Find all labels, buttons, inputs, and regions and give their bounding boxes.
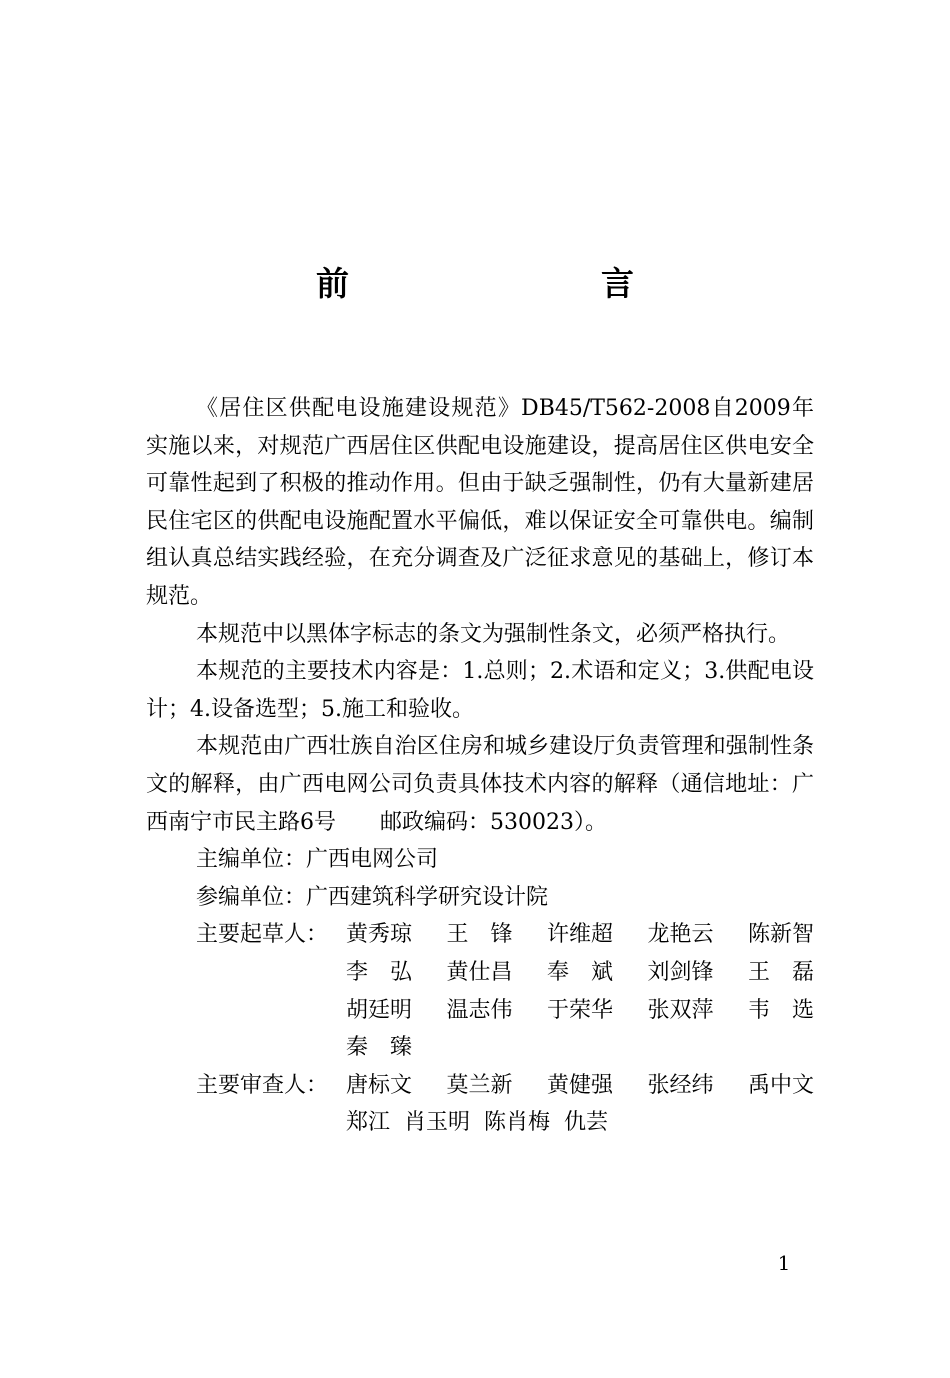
reviewers-block [146,1067,814,1142]
drafter-name: 陈新智 [747,922,814,948]
reviewer-name: 唐标文 [346,1072,413,1098]
paragraph-history: 《居住区供配电设施建设规范》DB45/T562-2008自2009年实施以来，对规范广西居住区供配电设施建设，提高居住区供电安全可靠性起到了积极的推动作用。但由于缺乏强制性，仍有大量新建居民住宅区的供配电设施配置水平偏低，难以保证安全可靠供电。编制组认真总结实践经验，在充分调查及广泛征求意见的基础上，修订本规范。 [146,396,814,609]
drafters-line [346,992,814,1030]
drafter-name: 龙艳云 [647,922,714,948]
co-editor-row [196,879,814,917]
drafter-name: 黄秀琼 [346,922,413,948]
reviewer-name: 仇芸 [564,1110,609,1136]
drafters-line [346,1029,814,1067]
body-text [146,390,814,1142]
reviewer-name: 黄健强 [546,1072,613,1098]
reviewer-name: 禹中文 [747,1072,814,1098]
drafter-name: 韦 选 [747,997,814,1023]
drafter-name: 温志伟 [446,997,513,1023]
drafter-name: 黄仕昌 [446,959,513,985]
drafter-name: 胡廷明 [346,997,413,1023]
drafters-names [346,916,814,1066]
co-editor-value: 广西建筑科学研究设计院 [306,884,549,910]
drafter-name: 李 弘 [346,959,413,985]
chief-editor-row [196,841,814,879]
paragraph-responsibility: 本规范由广西壮族自治区住房和城乡建设厅负责管理和强制性条文的解释，由广西电网公司负责具体技术内容的解释（通信地址：广西南宁市民主路6号 邮政编码：530023）。 [146,734,814,835]
reviewers-label: 主要审查人： [196,1072,329,1098]
drafter-name: 王 锋 [446,922,513,948]
drafter-name: 秦 臻 [346,1035,413,1061]
reviewer-name: 莫兰新 [446,1072,513,1098]
reviewer-name: 陈肖梅 [484,1110,551,1136]
paragraph-mandatory: 本规范中以黑体字标志的条文为强制性条文，必须严格执行。 [196,621,791,647]
drafter-name: 许维超 [546,922,613,948]
paragraph-contents: 本规范的主要技术内容是：1.总则；2.术语和定义；3.供配电设计；4.设备选型；5.施工和验收。 [146,659,814,722]
reviewer-name: 肖玉明 [404,1110,471,1136]
drafter-name: 于荣华 [546,997,613,1023]
reviewer-name: 张经纬 [647,1072,714,1098]
drafters-line [346,916,814,954]
reviewer-name: 郑江 [346,1110,391,1136]
chief-editor-value: 广西电网公司 [306,847,439,873]
reviewers-line [346,1067,814,1105]
drafters-label: 主要起草人： [196,922,329,948]
drafter-name: 刘剑锋 [647,959,714,985]
page-number: 1 [777,1251,791,1275]
reviewers-names [346,1067,814,1142]
reviewers-line [346,1104,814,1142]
co-editor-label: 参编单位： [196,884,307,910]
drafter-name: 王 磊 [747,959,814,985]
drafters-line [346,954,814,992]
chief-editor-label: 主编单位： [196,847,307,873]
drafter-name: 张双萍 [647,997,714,1023]
page-title: 前 言 [316,264,696,303]
drafter-name: 奉 斌 [546,959,613,985]
drafters-block [146,916,814,1066]
